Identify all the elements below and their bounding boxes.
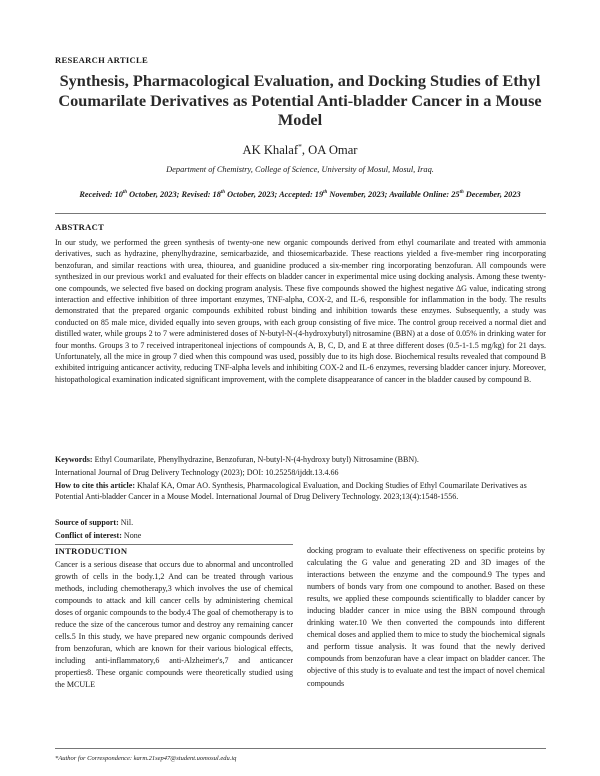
how-to-cite-label: How to cite this article:: [55, 481, 135, 490]
date-accepted: Accepted: 19: [279, 190, 324, 199]
date-accepted-rest: November, 2023;: [327, 190, 390, 199]
author-second: , OA Omar: [301, 143, 358, 158]
author-line: [55, 142, 545, 158]
correspondence-footnote: *Author for Correspondence: karm.21sep47@student.uomosul.edu.iq: [55, 755, 237, 762]
conflict-label: Conflict of interest:: [55, 531, 122, 540]
support-text: Nil.: [118, 518, 134, 527]
support-label: Source of support:: [55, 518, 119, 527]
date-online-rest: December, 2023: [463, 190, 521, 199]
date-accepted-sup: th: [323, 190, 328, 196]
date-revised-rest: October, 2023;: [225, 190, 280, 199]
conflict-of-interest: [55, 530, 546, 541]
date-received-sup: th: [122, 190, 128, 196]
author-first: AK Khalaf: [242, 143, 299, 158]
date-revised-sup: th: [220, 190, 226, 196]
source-of-support: [55, 517, 546, 528]
date-received: Received: 10: [79, 190, 123, 199]
intro-left-column: Cancer is a serious disease that occurs due to abnormal and uncontrolled growth of cells in the body.1,2 And can be treated through various methods, including chemotherapy,3 which involves the use of chemical compounds to attack and kill cancer cells by administering chemical doses of organic compounds to the body.4 The goal of chemotherapy is to reduce the size of the cancerous tumor and destroy any remaining cancer cells.5 In this study, we have prepared new organic compounds derived from benzofuran, which are known for their various biological effects, including anti-inflammatory,6 anti-Alzheimer's,7 and anticancer properties8. These organic compounds were theoretically studied using the MCULE: [55, 560, 293, 690]
conflict-text: None: [121, 531, 142, 540]
divider-top: [55, 213, 546, 214]
keywords-text: Ethyl Coumarilate, Phenylhydrazine, Benzofuran, N-butyl-N-(4-hydroxy butyl) Nitrosamine (BBN).: [92, 455, 419, 464]
corresponding-mark: *: [298, 142, 302, 151]
intro-right-column: docking program to evaluate their effectiveness on specific proteins by calculating the G value and generating 2D and 3D images of the interactions between the enzyme and the compound.9 The types and numbers of bonds vary from one compound to another. Based on these results, we applied these compounds scientifically to bladder cancer by inducing bladder cancer in mice using the BBN compound through drinking water.10 We then converted the compounds into different chemical doses and applied them to mice to study the biochemical signals and perform tissue analysis. It was found that the newly derived compounds from benzofuran have a clear impact on bladder cancer. The objective of this study is to evaluate and test the impact of novel chemical compounds: [307, 546, 545, 688]
date-online: Available Online: 25: [389, 190, 460, 199]
introduction-heading: INTRODUCTION: [55, 546, 128, 556]
affiliation: Department of Chemistry, College of Science, University of Mosul, Mosul, Iraq.: [166, 165, 434, 174]
dates-line: [55, 190, 545, 199]
how-to-cite: [55, 480, 546, 503]
how-to-cite-text: Khalaf KA, Omar AO. Synthesis, Pharmacological Evaluation, and Docking Studies of Ethyl Coumarilate Derivatives as Potential Anti-bladder Cancer in a Mouse Model. International Journal of Drug Delivery Technology. 2023;13(4):1548-1556.: [55, 481, 527, 502]
article-type-label: RESEARCH ARTICLE: [55, 55, 149, 65]
date-online-sup: th: [459, 190, 464, 196]
divider-intro: [55, 544, 293, 545]
keywords-label: Keywords:: [55, 455, 93, 464]
paper-title: Synthesis, Pharmacological Evaluation, and Docking Studies of Ethyl Coumarilate Derivatives as Potential Anti-bladder Cancer in a Mouse Model: [58, 71, 542, 129]
date-revised: Revised: 18: [181, 190, 221, 199]
divider-footnote: [55, 748, 546, 749]
keywords: [55, 454, 546, 465]
journal-doi-line: International Journal of Drug Delivery Technology (2023); DOI: 10.25258/ijddt.13.4.66: [55, 468, 339, 477]
abstract-text: In our study, we performed the green synthesis of twenty-one new organic compounds derived from ethyl coumarilate and treated with ammonia derivatives, such as hydrazine, phenylhydrazine, semicarbazide, and thiosemicarbazide. These reactions yielded a five-member ring incorporating benzofuran, and similar reactions with urea, thiourea, and guanidine produced a six-member ring incorporating benzofuran. All compounds were synthesized in our previous work1 and evaluated for their effects on bladder cancer in experimental mice using docking analysis. Among these twenty-one compounds, we selected five based on docking program analysis. These five compounds showed the highest negative ΔG value, indicating strong interaction and effective inhibition of three important enzymes, TNF-alpha, COX-2, and IL-6, responsible for inflammation in the body. The results demonstrated that the prepared organic compounds exhibited robust binding and inhibition towards these enzymes. Subsequently, a study was conducted on 85 male mice, divided equally into seven groups, with each group consisting of five mice. The control group received a normal diet and distilled water, while groups 2 to 7 were administered doses of N-butyl-N-(4-hydroxybutyl) nitrosamine (BBN) at a dose of 0.05% in drinking water for four months. Groups 3 to 7 received intraperitoneal injections of compounds A, B, C, D, and E at three different doses (0.5-1-1.5 mg/kg) for 21 days. Unfortunately, all the mice in group 7 died when this compound was used, possibly due to its high dose. Biochemical results revealed that compound B exhibited intriguing anticancer activity, reducing TNF-alpha levels and inhibiting COX-2 and IL-6 enzymes, reversing bladder cancer injury. Moreover, histopathological examination indicated significant improvement, with the complete disappearance of cancer in the bladder caused by compound B.: [55, 238, 546, 384]
date-received-rest: October, 2023;: [127, 190, 182, 199]
abstract-heading: ABSTRACT: [55, 222, 105, 232]
